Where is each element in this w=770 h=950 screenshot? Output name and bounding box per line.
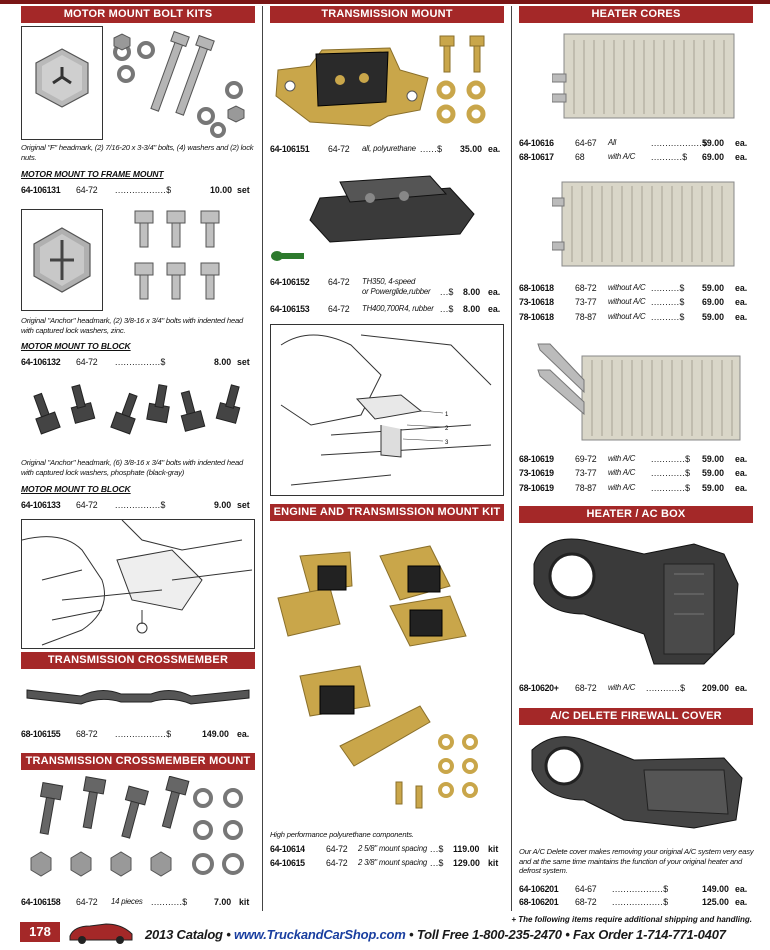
product-row[interactable]: 68-106201 68-72 ..................$ 125.00 ea. <box>519 897 748 907</box>
column-divider <box>262 6 263 911</box>
product-row[interactable]: 64-10614 64-72 2 5/8" mount spacing ...$ 119.00 kit <box>270 844 499 854</box>
product-row[interactable]: 73-10618 73-77 without A/C ..........$ 69.00 ea. <box>519 297 748 307</box>
caption-ac-delete: Our A/C Delete cover makes removing your original A/C system very easy and at the same time maintains the function of your original heater and defrost system. <box>519 847 754 875</box>
heater-core-image-1 <box>552 30 742 122</box>
anchor-bolts-phosphate-image <box>28 383 250 449</box>
product-row[interactable]: 68-10619 69-72 with A/C ............$ 59.00 ea. <box>519 454 748 464</box>
footer-contact: 2013 Catalog • www.TruckandCarShop.com • Toll Free 1-800-235-2470 • Fax Order 1-714-771-0407 <box>145 927 726 942</box>
product-row[interactable]: 64-10615 64-72 2 3/8" mount spacing ...$ 129.00 kit <box>270 858 499 868</box>
anchor-bolts-zinc-image <box>125 209 235 307</box>
caption-anchor-zinc: Original "Anchor" headmark, (2) 3/8-16 x 3/4" bolts with indented head with captured lock washers, zinc. <box>21 316 244 335</box>
product-row[interactable]: 78-10618 78-87 without A/C ..........$ 59.00 ea. <box>519 312 748 322</box>
ac-delete-cover-image <box>524 730 750 834</box>
f-headmark-bolt-image <box>21 26 103 140</box>
callout-label: 1 <box>445 412 449 418</box>
logo-badge <box>270 249 304 261</box>
product-row[interactable]: 68-10618 68-72 without A/C ..........$ 59.00 ea. <box>519 283 748 293</box>
crossmember-kit-image <box>21 776 255 886</box>
section-header-trans-cross-kit: TRANSMISSION CROSSMEMBER MOUNT KIT <box>21 753 255 770</box>
crossmember-image <box>21 676 255 712</box>
product-row[interactable]: 68-106155 68-72 ..................$ 149.00 ea. <box>21 729 250 739</box>
page-number: 178 <box>20 922 60 942</box>
product-row[interactable]: 68-10620+ 68-72 with A/C ............$ 209.00 ea. <box>519 683 748 693</box>
section-header-engine-trans: ENGINE AND TRANSMISSION MOUNT KIT <box>270 504 504 521</box>
section-header-motor-mount: MOTOR MOUNT BOLT KITS <box>21 6 255 23</box>
heater-ac-box-image <box>524 524 750 674</box>
car-logo-icon <box>66 918 136 946</box>
subheading-block-2: MOTOR MOUNT TO BLOCK <box>21 484 131 494</box>
motor-mount-diagram <box>21 519 255 649</box>
motor-mount-bolts-image <box>108 30 256 138</box>
caption-anchor-phosphate: Original "Anchor" headmark, (6) 3/8-16 x 3/4" bolts with indented head with captured lock washers, phosphate (black-gray) <box>21 458 244 477</box>
section-header-trans-crossmember: TRANSMISSION CROSSMEMBER <box>21 652 255 669</box>
product-row[interactable]: 68-10617 68 with A/C ...........$ 69.00 ea. <box>519 152 748 162</box>
section-header-heater-ac-box: HEATER / AC BOX <box>519 506 753 523</box>
product-row[interactable]: 64-106132 64-72 ................$ 8.00 set <box>21 357 250 367</box>
heater-core-image-2 <box>552 178 742 270</box>
subheading-block: MOTOR MOUNT TO BLOCK <box>21 341 131 351</box>
product-row[interactable]: 64-106201 64-67 ..................$ 149.00 ea. <box>519 884 748 894</box>
section-header-heater-cores: HEATER CORES <box>519 6 753 23</box>
product-row[interactable]: 78-10619 78-87 with A/C ............$ 59.00 ea. <box>519 483 748 493</box>
trans-mount-diagram <box>270 324 504 496</box>
footer-website-link[interactable]: www.TruckandCarShop.com <box>233 927 406 942</box>
section-header-trans-mount: TRANSMISSION MOUNT <box>270 6 504 23</box>
caption-f-headmark: Original "F" headmark, (2) 7/16-20 x 3-3/4" bolts, (4) washers and (2) lock nuts. <box>21 143 254 162</box>
rubber-trans-mount-image <box>300 168 490 268</box>
product-row[interactable]: 64-106153 64-72 TH400,700R4, rubber ...$ 8.00 ea. <box>270 304 501 314</box>
product-row[interactable]: 73-10619 73-77 with A/C ............$ 59.00 ea. <box>519 468 748 478</box>
product-row[interactable]: 64-106131 64-72 ..................$ 10.00 set <box>21 185 250 195</box>
caption-poly-components: High performance polyurethane components. <box>270 830 414 839</box>
product-row[interactable]: 64-106133 64-72 ................$ 9.00 set <box>21 500 250 510</box>
column-divider <box>511 6 512 911</box>
heater-core-image-3 <box>530 340 745 444</box>
top-rule <box>0 0 770 4</box>
shipping-footnote: + The following items require additional shipping and handling. <box>511 915 752 924</box>
product-row[interactable]: 64-106158 64-72 14 pieces ...........$ 7.00 kit <box>21 897 250 907</box>
product-row[interactable]: 64-10616 64-67 All ..................$ 59.00 ea. <box>519 138 748 148</box>
subheading-frame-mount: MOTOR MOUNT TO FRAME MOUNT <box>21 169 164 179</box>
product-row[interactable]: 64-106151 64-72 all, polyurethane ......$ 35.00 ea. <box>270 144 501 154</box>
product-row[interactable]: 64-106152 64-72 TH350, 4-speed or Powerglide,rubber ...$ 8.00 ea. <box>270 277 501 297</box>
poly-trans-mount-image <box>270 30 504 140</box>
engine-trans-mount-kit-image <box>270 526 504 822</box>
anchor-headmark-bolt-image <box>21 209 103 311</box>
section-header-ac-delete: A/C DELETE FIREWALL COVER <box>519 708 753 725</box>
callout-label: 2 <box>445 426 449 432</box>
callout-label: 3 <box>445 440 449 446</box>
